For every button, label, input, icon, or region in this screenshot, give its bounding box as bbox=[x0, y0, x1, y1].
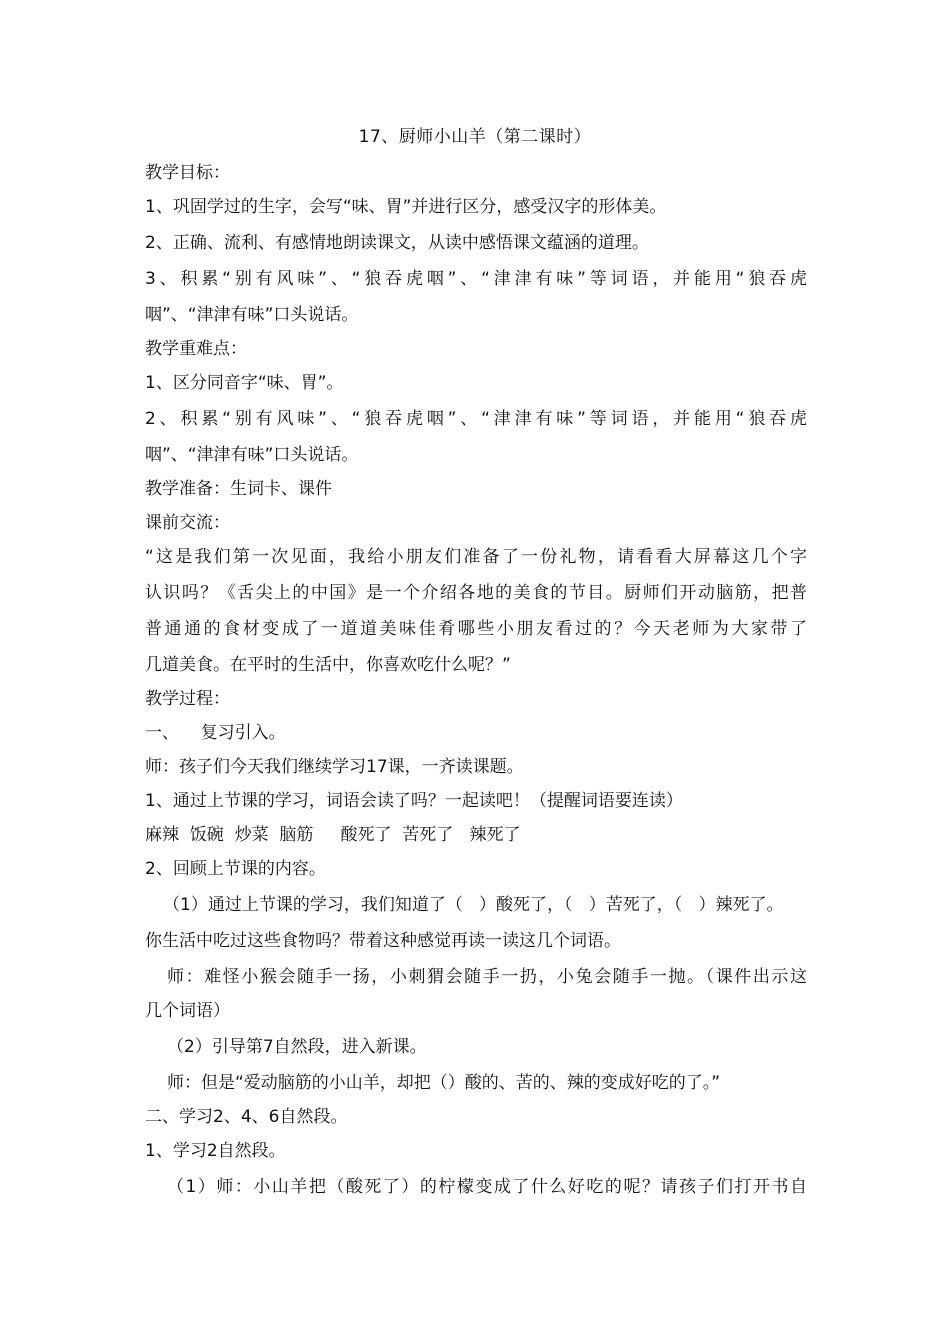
objective-3-cont: 咽”、“津津有味”口头说话。 bbox=[145, 305, 359, 325]
teacher-line-3: 师：但是“爱动脑筋的小山羊，却把（）酸的、苦的、辣的变成好吃的了。” bbox=[167, 1073, 721, 1093]
warmup-text-3: 普通通的食材变成了一道道美味佳肴哪些小朋友看过的？今天老师为大家带了 bbox=[145, 619, 807, 639]
review-sub-2: （2）引导第7自然段，进入新课。 bbox=[167, 1037, 427, 1057]
preparation-line: 教学准备：生词卡、课件 bbox=[145, 479, 332, 499]
objective-1: 1、巩固学过的生字，会写“味、胃”并进行区分，感受汉字的形体美。 bbox=[145, 197, 667, 217]
review-item-2: 2、回顾上节课的内容。 bbox=[145, 859, 326, 879]
review-sub-1-cont: 你生活中吃过这些食物吗？带着这种感觉再读一读这几个词语。 bbox=[145, 931, 621, 951]
objective-2: 2、正确、流利、有感情地朗读课文，从读中感悟课文蕴涵的道理。 bbox=[145, 233, 649, 253]
document-body bbox=[145, 160, 807, 1200]
teacher-line-1: 师：孩子们今天我们继续学习17课，一齐读课题。 bbox=[145, 757, 524, 777]
review-item-1: 1、通过上节课的学习，词语会读了吗？一起读吧！（提醒词语要连读） bbox=[145, 791, 683, 811]
key-point-2: 2、积累“别有风味”、“狼吞虎咽”、“津津有味”等词语，并能用“狼吞虎 bbox=[145, 409, 807, 429]
process-step-2-heading: 二、学习2、4、6自然段。 bbox=[145, 1107, 348, 1127]
warmup-text-2: 认识吗？《舌尖上的中国》是一个介绍各地的美食的节目。厨师们开动脑筋，把普 bbox=[145, 583, 807, 603]
section-heading-process: 教学过程： bbox=[145, 689, 230, 709]
key-point-1: 1、区分同音字“味、胃”。 bbox=[145, 373, 344, 393]
learn-item-1: 1、学习2自然段。 bbox=[145, 1141, 286, 1161]
section-heading-key-points: 教学重难点： bbox=[145, 339, 247, 359]
review-sub-1: （1）通过上节课的学习，我们知道了（ ）酸死了，（ ）苦死了，（ ）辣死了。 bbox=[163, 895, 784, 915]
warmup-text-4: 几道美食。在平时的生活中，你喜欢吃什么呢？” bbox=[145, 655, 511, 675]
page-title: 17、厨师小山羊（第二课时） bbox=[358, 127, 592, 147]
section-heading-warmup: 课前交流： bbox=[145, 513, 230, 533]
key-point-2-cont: 咽”、“津津有味”口头说话。 bbox=[145, 445, 359, 465]
section-heading-objectives: 教学目标： bbox=[145, 163, 230, 183]
teacher-line-2-cont: 几个词语） bbox=[145, 1001, 230, 1021]
warmup-text-1: “这是我们第一次见面，我给小朋友们准备了一份礼物，请看看大屏幕这几个字 bbox=[145, 547, 807, 567]
vocabulary-list: 麻辣 饭碗 炒菜 脑筋 酸死了 苦死了 辣死了 bbox=[145, 825, 521, 845]
teacher-line-2: 师：难怪小猴会随手一扬，小刺猬会随手一扔，小兔会随手一抛。（课件出示这 bbox=[167, 967, 807, 987]
objective-3: 3、积累“别有风味”、“狼吞虎咽”、“津津有味”等词语，并能用“狼吞虎 bbox=[145, 269, 807, 289]
process-step-1-heading: 一、 复习引入。 bbox=[145, 723, 286, 743]
learn-sub-1: （1）师：小山羊把（酸死了）的柠檬变成了什么好吃的呢？请孩子们打开书自 bbox=[167, 1177, 807, 1197]
